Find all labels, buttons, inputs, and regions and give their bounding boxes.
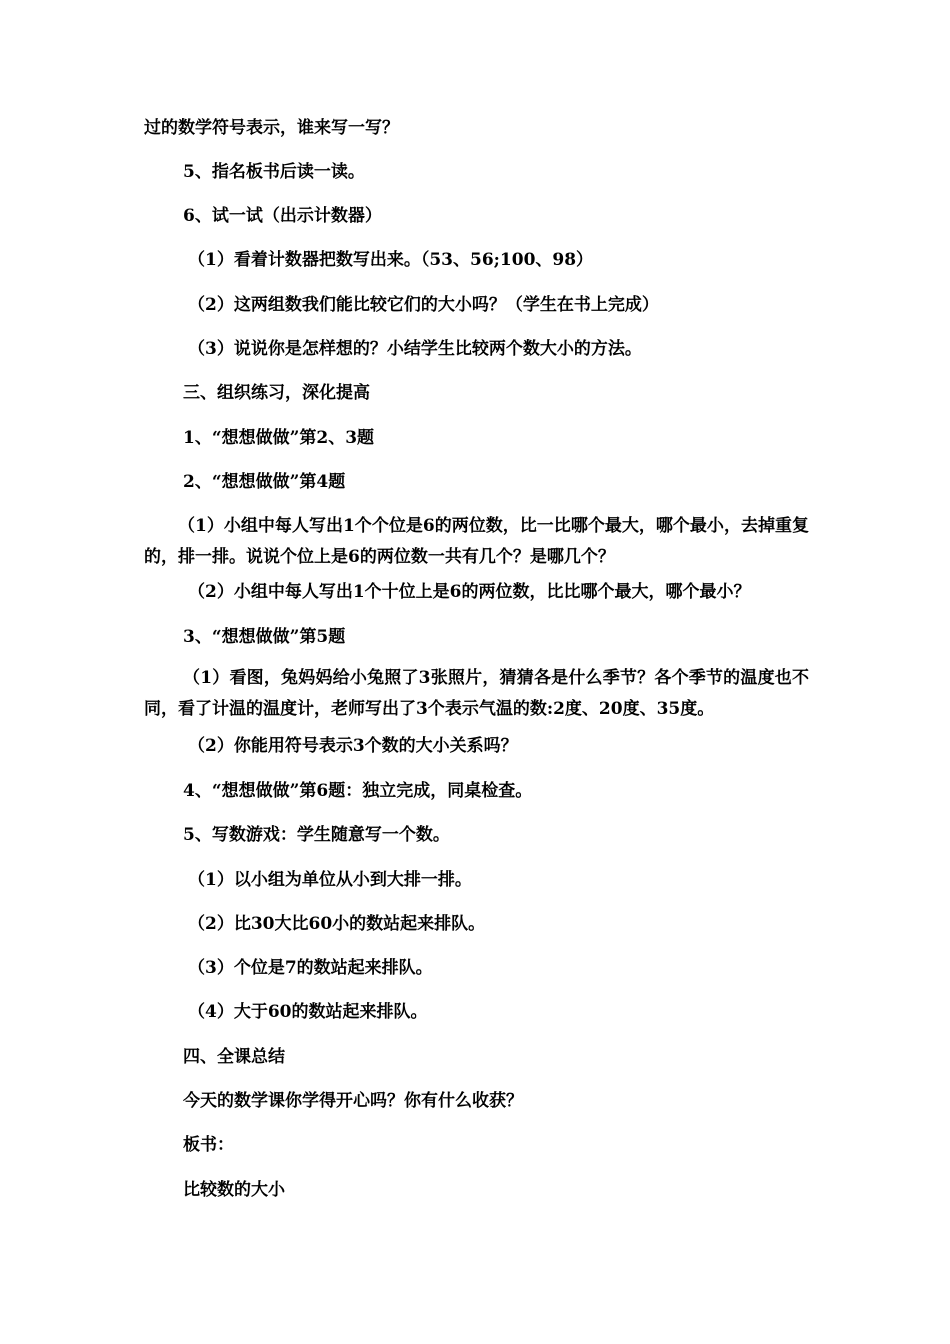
step-6-item-1: （1）看着计数器把数写出来。（53、56;100、98） <box>188 250 594 270</box>
summary-question: 今天的数学课你学得开心吗？你有什么收获？ <box>183 1091 523 1111</box>
step-6-item-3: （3）说说你是怎样想的？小结学生比较两个数大小的方法。 <box>188 339 642 359</box>
step-5: 5、指名板书后读一读。 <box>183 162 365 182</box>
board-title: 比较数的大小 <box>183 1180 285 1200</box>
exercise-5-item-3: （3）个位是7的数站起来排队。 <box>188 958 433 978</box>
exercise-5-item-4: （4）大于60的数站起来排队。 <box>188 1002 428 1022</box>
section-heading-4: 四、全课总结 <box>183 1047 285 1067</box>
exercise-2-item-2: （2）小组中每人写出1个十位上是6的两位数，比比哪个最大，哪个最小？ <box>188 582 751 602</box>
exercise-2: 2、“想想做做”第4题 <box>183 472 346 492</box>
exercise-3-item-2: （2）你能用符号表示3个数的大小关系吗？ <box>188 736 518 756</box>
exercise-3: 3、“想想做做”第5题 <box>183 627 346 647</box>
step-6-item-2: （2）这两组数我们能比较它们的大小吗？（学生在书上完成） <box>188 295 659 315</box>
board-label: 板书： <box>183 1135 234 1155</box>
exercise-3-item-1: （1）看图，兔妈妈给小兔照了3张照片，猜猜各是什么季节？各个季节的温度也不同，看了计温的温度计，老师写出了3个表示气温的数:2度、20度、35度。 <box>144 668 809 719</box>
exercise-5: 5、写数游戏：学生随意写一个数。 <box>183 825 450 845</box>
exercise-5-item-1: （1）以小组为单位从小到大排一排。 <box>188 870 472 890</box>
paragraph-continuation: 过的数学符号表示，谁来写一写？ <box>144 118 399 138</box>
step-6: 6、试一试（出示计数器） <box>183 206 382 226</box>
exercise-1: 1、“想想做做”第2、3题 <box>183 428 375 448</box>
exercise-5-item-2: （2）比30大比60小的数站起来排队。 <box>188 914 486 934</box>
section-heading-3: 三、组织练习，深化提高 <box>183 383 370 403</box>
exercise-2-item-1: （1）小组中每人写出1个个位是6的两位数，比一比哪个最大，哪个最小，去掉重复的，排一排。说说个位上是6的两位数一共有几个？是哪几个？ <box>144 516 809 567</box>
exercise-4: 4、“想想做做”第6题：独立完成，同桌检查。 <box>183 781 533 801</box>
